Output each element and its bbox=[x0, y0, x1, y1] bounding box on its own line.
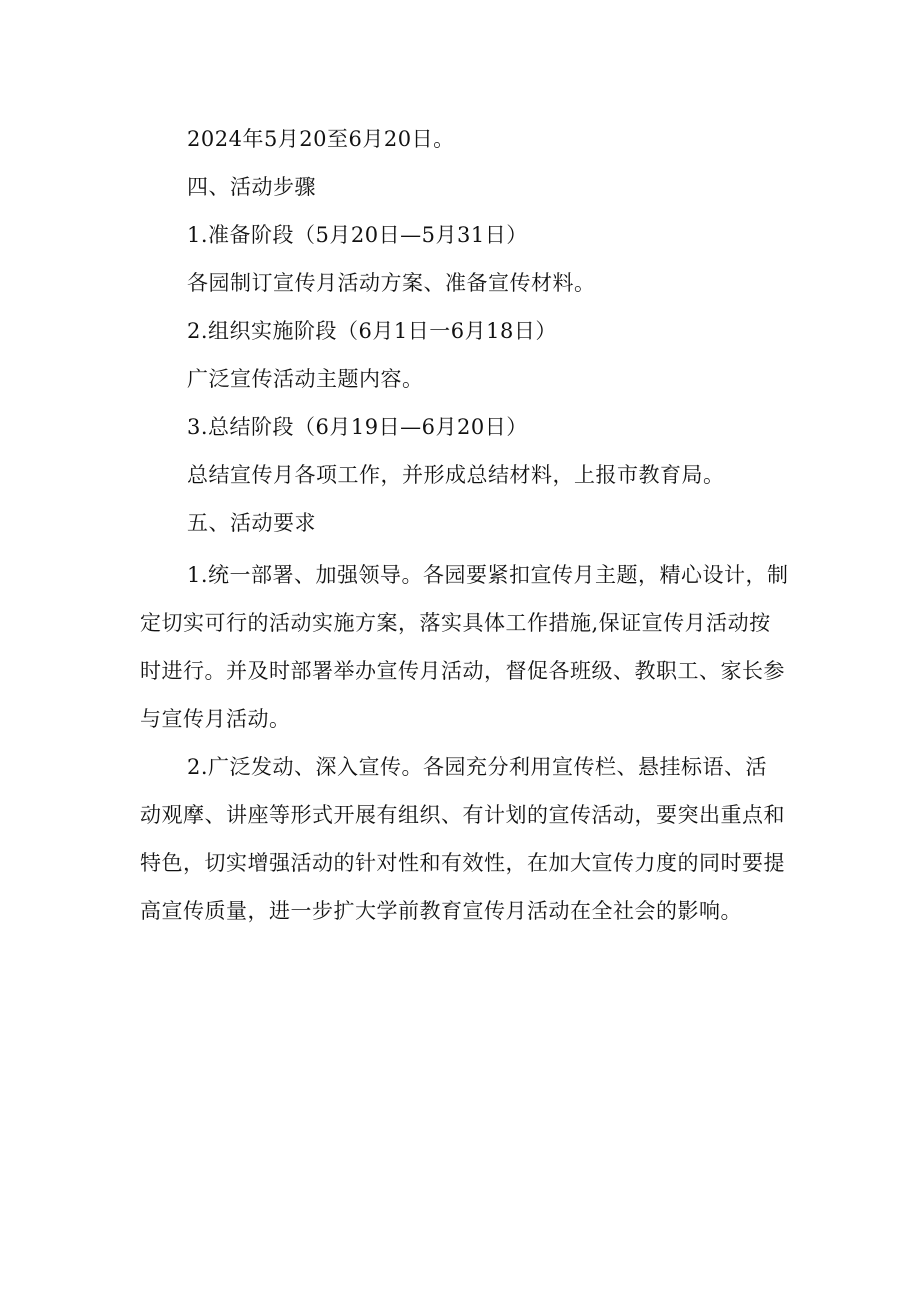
step-3-text: 总结宣传月各项工作，并形成总结材料，上报市教育局。 bbox=[187, 463, 725, 487]
requirement-2-line-1: 2.广泛发动、深入宣传。各园充分利用宣传栏、悬挂标语、活 bbox=[187, 755, 768, 779]
step-2-text: 广泛宣传活动主题内容。 bbox=[187, 367, 424, 391]
step-1-text: 各园制订宣传月活动方案、准备宣传材料。 bbox=[187, 271, 596, 295]
period-text: 2024年5月20至6月20日。 bbox=[187, 127, 455, 151]
section-heading-steps: 四、活动步骤 bbox=[187, 175, 316, 199]
requirement-2-line-4: 高宣传质量，进一步扩大学前教育宣传月活动在全社会的影响。 bbox=[140, 899, 742, 923]
requirement-2-line-2: 动观摩、讲座等形式开展有组织、有计划的宣传活动，要突出重点和 bbox=[140, 803, 785, 827]
requirement-1-line-1: 1.统一部署、加强领导。各园要紧扣宣传月主题，精心设计，制 bbox=[187, 563, 789, 587]
step-3-heading: 3.总结阶段（6月19日—6月20日） bbox=[187, 415, 528, 439]
section-heading-requirements: 五、活动要求 bbox=[187, 511, 316, 535]
requirement-1-line-2: 定切实可行的活动实施方案，落实具体工作措施,保证宣传月活动按 bbox=[140, 611, 771, 635]
step-1-heading: 1.准备阶段（5月20日—5月31日） bbox=[187, 223, 528, 247]
requirement-1-line-4: 与宣传月活动。 bbox=[140, 707, 291, 731]
requirement-2-line-3: 特色，切实增强活动的针对性和有效性，在加大宣传力度的同时要提 bbox=[140, 851, 785, 875]
requirement-1-line-3: 时进行。并及时部署举办宣传月活动，督促各班级、教职工、家长参 bbox=[140, 659, 785, 683]
step-2-heading: 2.组织实施阶段（6月1日一6月18日） bbox=[187, 319, 557, 343]
